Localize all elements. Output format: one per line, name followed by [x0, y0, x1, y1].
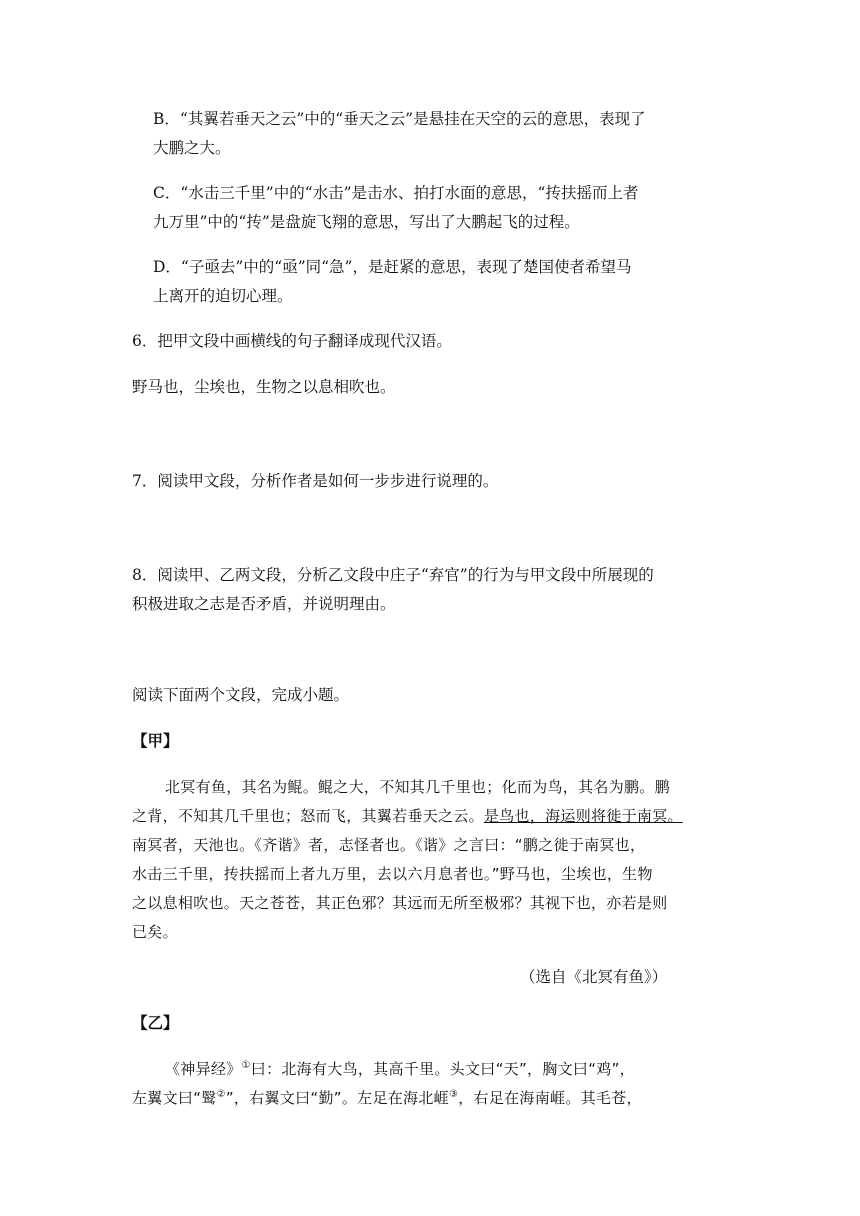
footnote-marker-2: ②: [216, 1089, 226, 1100]
question-8-line2: 积极进取之志是否矛盾，并说明理由。: [132, 595, 396, 613]
yi-line1-text-b: 曰：北海有大鸟，其高千里。头文曰“天”，胸文曰“鸡”，: [250, 1060, 635, 1078]
instruction: 阅读下面两个文段，完成小题。: [132, 686, 350, 704]
choice-d-line2: 上离开的迫切心理。: [153, 287, 293, 305]
passage-jia-line2-text: 之背，不知其几千里也；怒而飞，其翼若垂天之云。: [132, 807, 484, 825]
yi-line2-text-a: 左翼文曰“鹥: [132, 1089, 217, 1107]
choice-b-line2: 大鹏之大。: [153, 139, 231, 157]
passage-yi-line1: [165, 1058, 635, 1080]
question-6: 6．把甲文段中画横线的句子翻译成现代汉语。: [132, 332, 452, 350]
passage-yi-label: 【乙】: [132, 1014, 179, 1032]
underlined-sentence: 是鸟也，海运则将徙于南冥。: [483, 807, 683, 825]
choice-d-line1: D．“子亟去”中的“亟”同“急”，是赶紧的意思，表现了楚国使者希望马: [153, 258, 632, 276]
passage-jia-label: 【甲】: [132, 732, 179, 750]
choice-c-line1: C．“水击三千里”中的“水击”是击水、拍打水面的意思，“抟扶摇而上者: [153, 184, 639, 202]
passage-yi-line2: [132, 1087, 642, 1109]
passage-jia-line4: 水击三千里，抟扶摇而上者九万里，去以六月息者也。”野马也，尘埃也，生物: [132, 865, 653, 883]
yi-line1-text-a: 《神异经》: [165, 1060, 242, 1078]
passage-jia-line1: 北冥有鱼，其名为鲲。鲲之大，不知其几千里也；化而为鸟，其名为鹏。鹏: [165, 778, 670, 796]
passage-jia-source: （选自《北冥有鱼》）: [520, 968, 668, 986]
choice-c-line2: 九万里”中的“抟”是盘旋飞翔的意思，写出了大鹏起飞的过程。: [153, 213, 580, 231]
passage-jia-line5: 之以息相吹也。天之苍苍，其正色邪？其远而无所至极邪？其视下也，亦若是则: [132, 894, 668, 912]
passage-jia-line2: [132, 805, 683, 827]
question-6-sentence: 野马也，尘埃也，生物之以息相吹也。: [132, 378, 396, 396]
yi-line2-text-b: ”，右翼文曰“勤”。左足在海北崕: [225, 1089, 449, 1107]
question-7: 7．阅读甲文段，分析作者是如何一步步进行说理的。: [132, 472, 499, 490]
passage-jia-line3: 南冥者，天池也。《齐谐》者，志怪者也。《谐》之言曰：“鹏之徙于南冥也，: [132, 836, 646, 854]
yi-line2-text-c: ，右足在海南崕。其毛苍，: [458, 1089, 642, 1107]
choice-b-line1: B．“其翼若垂天之云”中的“垂天之云”是悬挂在天空的云的意思，表现了: [153, 110, 646, 128]
footnote-marker-1: ①: [241, 1060, 251, 1071]
footnote-marker-3: ③: [448, 1089, 459, 1100]
question-8-line1: 8．阅读甲、乙两文段，分析乙文段中庄子“弃官”的行为与甲文段中所展现的: [132, 566, 654, 584]
passage-jia-line6: 已矣。: [132, 923, 178, 941]
